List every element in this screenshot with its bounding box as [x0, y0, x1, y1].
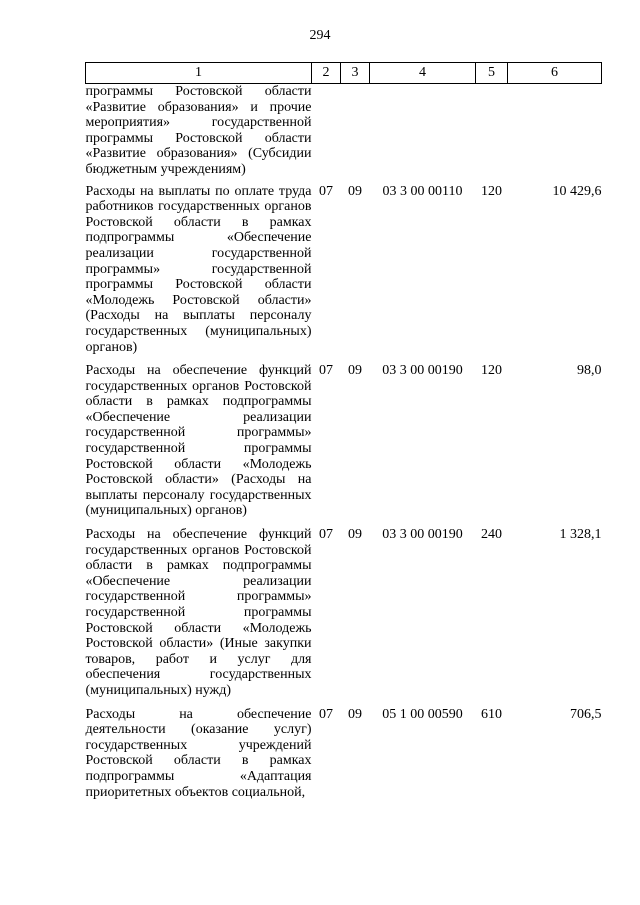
table-header	[86, 63, 602, 84]
table-row	[86, 527, 602, 707]
page-number: 294	[309, 28, 331, 43]
header-row	[86, 63, 602, 84]
row-expense-type: 240	[481, 527, 502, 543]
row-target: 03 3 00 00110	[382, 183, 463, 199]
row-expense-type: 120	[481, 183, 502, 199]
row-expense-type: 120	[481, 363, 502, 379]
row-description: Расходы на обеспечение функций государственных органов Ростовской области в рамках подпрограммы «Обеспечение реализации государственной программы» государственной программы Ростовской области «Молодежь Ростовской области» (Иные закупки товаров, работ и услуг для обеспечения государственных (муниципальных) нужд)	[85, 527, 312, 698]
row-section	[312, 84, 341, 184]
table-row	[86, 707, 602, 809]
budget-table	[85, 62, 602, 808]
row-subsection: 09	[348, 363, 362, 379]
row-subsection: 09	[348, 183, 362, 199]
row-amount	[508, 84, 602, 184]
row-target: 05 1 00 00590	[382, 706, 463, 722]
header-col-6: 6	[508, 63, 602, 84]
row-section: 07	[319, 706, 333, 722]
row-target: 03 3 00 00190	[382, 363, 463, 379]
row-subsection	[341, 84, 370, 184]
row-section: 07	[319, 527, 333, 543]
header-col-5: 5	[476, 63, 508, 84]
header-col-4: 4	[370, 63, 476, 84]
row-expense-type: 610	[481, 706, 502, 722]
row-amount: 1 328,1	[559, 527, 602, 543]
row-description: программы Ростовской области «Развитие образования» и прочие мероприятия» государственной программы Ростовской области «Развитие образования» (Субсидии бюджетным учреждениям)	[85, 84, 312, 177]
row-subsection: 09	[348, 527, 362, 543]
row-description: Расходы на выплаты по оплате труда работников государственных органов Ростовской области в рамках подпрограммы «Обеспечение реализации государственной программы» государственной программы Ростовской области «Молодежь Ростовской области» (Расходы на выплаты персоналу государственных (муниципальных) органов)	[85, 183, 312, 355]
row-amount: 98,0	[577, 363, 602, 379]
row-description: Расходы на обеспечение деятельности (оказание услуг) государственных учреждений Ростовской области в рамках подпрограммы «Адаптация приоритетных объектов социальной,	[85, 706, 312, 800]
row-section: 07	[319, 363, 333, 379]
header-col-3: 3	[341, 63, 370, 84]
row-expense-type	[476, 84, 508, 184]
table-row	[86, 84, 602, 184]
table-row	[86, 184, 602, 364]
row-description: Расходы на обеспечение функций государственных органов Ростовской области в рамках подпрограммы «Обеспечение реализации государственной программы» государственной программы Ростовской области «Молодежь Ростовской области» (Расходы на выплаты персоналу государственных (муниципальных) органов)	[85, 363, 312, 519]
row-subsection: 09	[348, 706, 362, 722]
row-amount: 706,5	[570, 706, 602, 722]
row-amount: 10 429,6	[552, 183, 602, 199]
header-col-2: 2	[312, 63, 341, 84]
table-row	[86, 363, 602, 527]
table-body	[86, 84, 602, 809]
row-target	[370, 84, 476, 184]
row-section: 07	[319, 183, 333, 199]
header-col-1: 1	[86, 63, 312, 84]
row-target: 03 3 00 00190	[382, 527, 463, 543]
